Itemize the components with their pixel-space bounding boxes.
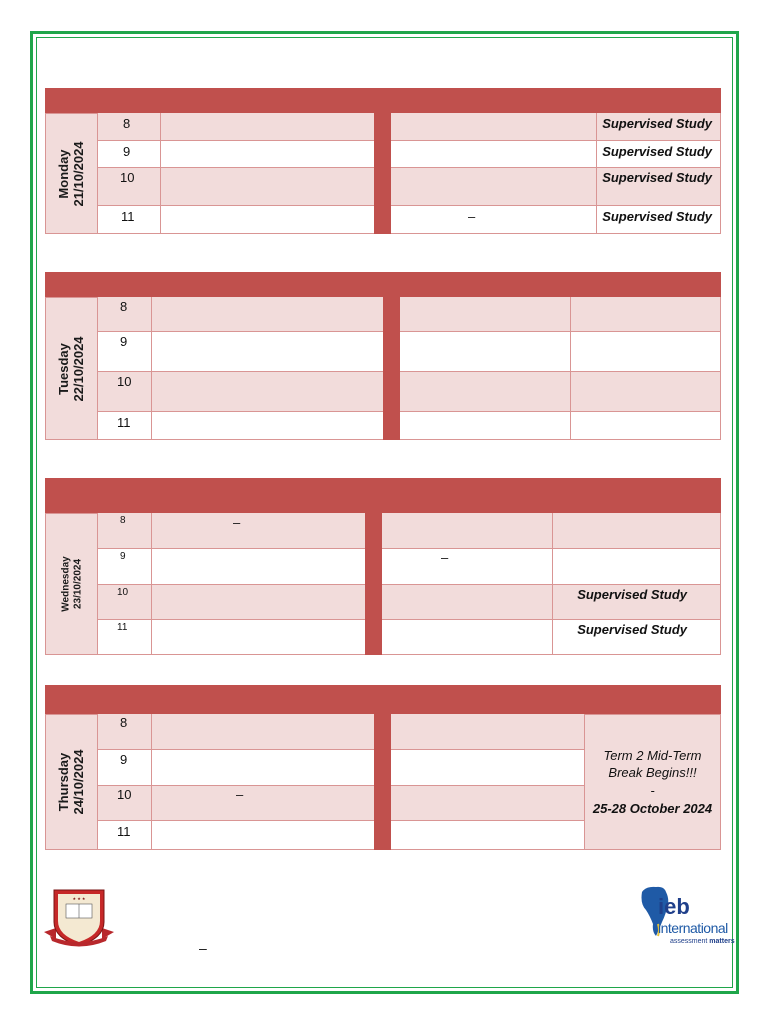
table-row	[98, 513, 721, 549]
table-row	[98, 141, 721, 168]
table-row	[98, 372, 721, 412]
column-separator-bar	[365, 513, 382, 655]
period-number: 11	[117, 622, 128, 633]
day-label-cell	[45, 113, 98, 234]
table-row	[98, 297, 721, 332]
school-crest-logo	[40, 884, 118, 950]
day-label-cell	[45, 714, 98, 850]
period-number: 9	[120, 551, 126, 562]
day-name: Thursday	[55, 752, 71, 812]
day-block-thursday	[45, 685, 721, 850]
period-number: 8	[120, 715, 128, 730]
table-row	[98, 168, 721, 206]
dash-mark: –	[236, 787, 244, 802]
period-number: 9	[123, 144, 131, 159]
table-row	[98, 549, 721, 585]
day-block-tuesday	[45, 272, 721, 440]
day-header-bar	[45, 88, 721, 113]
dash-mark: –	[468, 209, 476, 224]
table-row	[98, 620, 721, 655]
supervised-study-label: Supervised Study	[602, 144, 712, 159]
column-separator-bar	[374, 714, 391, 850]
supervised-study-label: Supervised Study	[577, 622, 687, 637]
day-date: 23/10/2024	[71, 558, 83, 610]
period-number: 11	[117, 824, 131, 839]
day-name: Tuesday	[55, 342, 71, 395]
day-label	[60, 556, 83, 611]
break-line: Break Begins!!!	[608, 765, 697, 781]
supervised-study-label: Supervised Study	[602, 170, 712, 185]
period-number: 8	[120, 515, 126, 526]
day-date: 22/10/2024	[70, 335, 86, 402]
period-number: 8	[123, 116, 131, 131]
day-block-monday	[45, 88, 721, 234]
day-header-bar	[45, 478, 721, 513]
break-dates: 25-28 October 2024	[592, 800, 713, 816]
period-number: 11	[121, 209, 135, 224]
supervised-study-label: Supervised Study	[602, 209, 712, 224]
day-name: Wednesday	[60, 556, 71, 612]
dash-mark: –	[233, 515, 241, 530]
day-date: 24/10/2024	[70, 749, 86, 815]
ieb-tagline: assessment matters	[670, 938, 735, 945]
period-number: 10	[117, 587, 129, 598]
period-number: 9	[120, 334, 128, 349]
day-date: 21/10/2024	[70, 140, 86, 207]
day-name: Monday	[55, 148, 71, 199]
period-number: 8	[120, 299, 128, 314]
day-block-wednesday	[45, 478, 721, 655]
dash-mark: –	[441, 550, 449, 565]
day-label-cell	[45, 297, 98, 440]
period-number: 10	[117, 374, 132, 389]
supervised-study-label: Supervised Study	[602, 116, 712, 131]
day-header-bar	[45, 272, 721, 297]
table-row	[98, 113, 721, 141]
ieb-international-logo	[636, 884, 734, 950]
table-row	[98, 206, 721, 234]
break-line: Term 2 Mid-Term	[603, 747, 702, 763]
footer-dash: –	[199, 940, 207, 956]
svg-text:★ ★ ★: ★ ★ ★	[72, 896, 86, 901]
table-row	[98, 412, 721, 440]
column-separator-bar	[383, 297, 400, 440]
period-number: 11	[117, 415, 131, 430]
mid-term-break-notice	[584, 714, 721, 850]
day-label	[57, 336, 87, 401]
break-line: -	[650, 783, 655, 798]
table-row	[98, 332, 721, 372]
day-label	[57, 749, 87, 814]
table-row	[98, 585, 721, 620]
supervised-study-label: Supervised Study	[577, 587, 687, 602]
column-separator-bar	[374, 113, 391, 234]
ieb-wordmark: ieb	[658, 894, 690, 919]
period-number: 10	[120, 170, 135, 185]
day-header-bar	[45, 685, 721, 714]
ieb-international-text: international	[658, 920, 728, 936]
day-label	[57, 141, 87, 206]
period-number: 9	[120, 752, 128, 767]
period-number: 10	[117, 787, 132, 802]
day-label-cell	[45, 513, 98, 655]
